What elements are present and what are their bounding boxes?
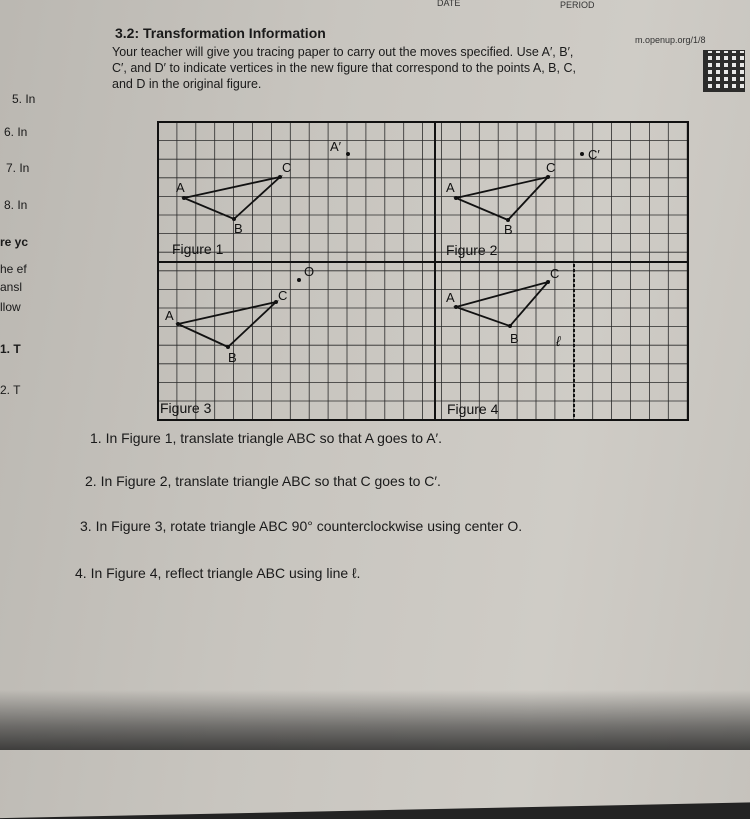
fig3-center-o	[297, 278, 301, 282]
question-1: 1. In Figure 1, translate triangle ABC so that A goes to A′.	[90, 430, 443, 446]
fig1-label-a: A	[176, 180, 185, 195]
left-margin-text: he ef	[0, 262, 27, 276]
intro-line-3: and D in the original figure.	[112, 77, 262, 91]
fig2-triangle	[456, 177, 548, 220]
photo-shadow	[0, 690, 750, 750]
fig4-triangle	[456, 282, 548, 326]
fig2-cprime-point	[580, 152, 584, 156]
intro-text	[112, 44, 632, 92]
left-margin-text: 7. In	[6, 161, 30, 175]
left-margin-text: ansl	[0, 280, 23, 294]
question-3: 3. In Figure 3, rotate triangle ABC 90° counterclockwise using center O.	[80, 518, 523, 534]
fig2-label-b: B	[504, 222, 513, 237]
figure-3-label: Figure 3	[160, 400, 212, 416]
fig3-label-c: C	[278, 288, 288, 303]
fig3-label-o: O	[304, 264, 315, 279]
left-margin-text: llow	[0, 300, 21, 314]
fig4-label-a: A	[446, 290, 455, 305]
figure-2-label: Figure 2	[446, 242, 498, 258]
activity-url: m.openup.org/1/8	[635, 35, 706, 45]
left-margin-text: 2. T	[0, 383, 21, 397]
fig1-label-c: C	[282, 160, 292, 175]
left-margin-text: re yc	[0, 235, 29, 249]
fig2-label-c: C	[546, 160, 556, 175]
fig4-label-b: B	[510, 331, 519, 346]
figure-1-label: Figure 1	[172, 241, 224, 257]
grid-svg	[150, 114, 692, 424]
left-margin-text: 6. In	[4, 125, 28, 139]
period-label: PERIOD	[560, 0, 595, 10]
transformation-grid	[150, 114, 692, 429]
fig1-triangle	[184, 177, 280, 219]
fig3-label-a: A	[165, 308, 174, 323]
qr-code	[703, 50, 745, 92]
fig3-triangle	[178, 302, 276, 347]
date-label: DATE	[437, 0, 461, 8]
fig2-label-a: A	[446, 180, 455, 195]
question-4: 4. In Figure 4, reflect triangle ABC using line ℓ.	[75, 565, 361, 581]
left-margin-text: 5. In	[12, 92, 36, 106]
fig3-label-b: B	[228, 350, 237, 365]
question-2: 2. In Figure 2, translate triangle ABC so that C goes to C′.	[85, 473, 441, 489]
left-margin-text: 8. In	[4, 198, 28, 212]
fig1-label-b: B	[234, 221, 243, 236]
intro-line-1: Your teacher will give you tracing paper to carry out the moves specified. Use A′, B′,	[112, 45, 574, 59]
figure-4-label: Figure 4	[447, 401, 499, 417]
fig1-label-aprime: A′	[330, 139, 342, 154]
fig4-label-line: ℓ	[556, 333, 561, 349]
fig1-aprime-point	[346, 152, 350, 156]
fig4-label-c: C	[550, 266, 560, 281]
intro-line-2: C′, and D′ to indicate vertices in the new figure that correspond to the points A, B, C,	[112, 61, 576, 75]
left-margin-text: 1. T	[0, 342, 21, 356]
fig2-label-cprime: C′	[588, 147, 600, 162]
page-title: 3.2: Transformation Information	[115, 25, 326, 41]
